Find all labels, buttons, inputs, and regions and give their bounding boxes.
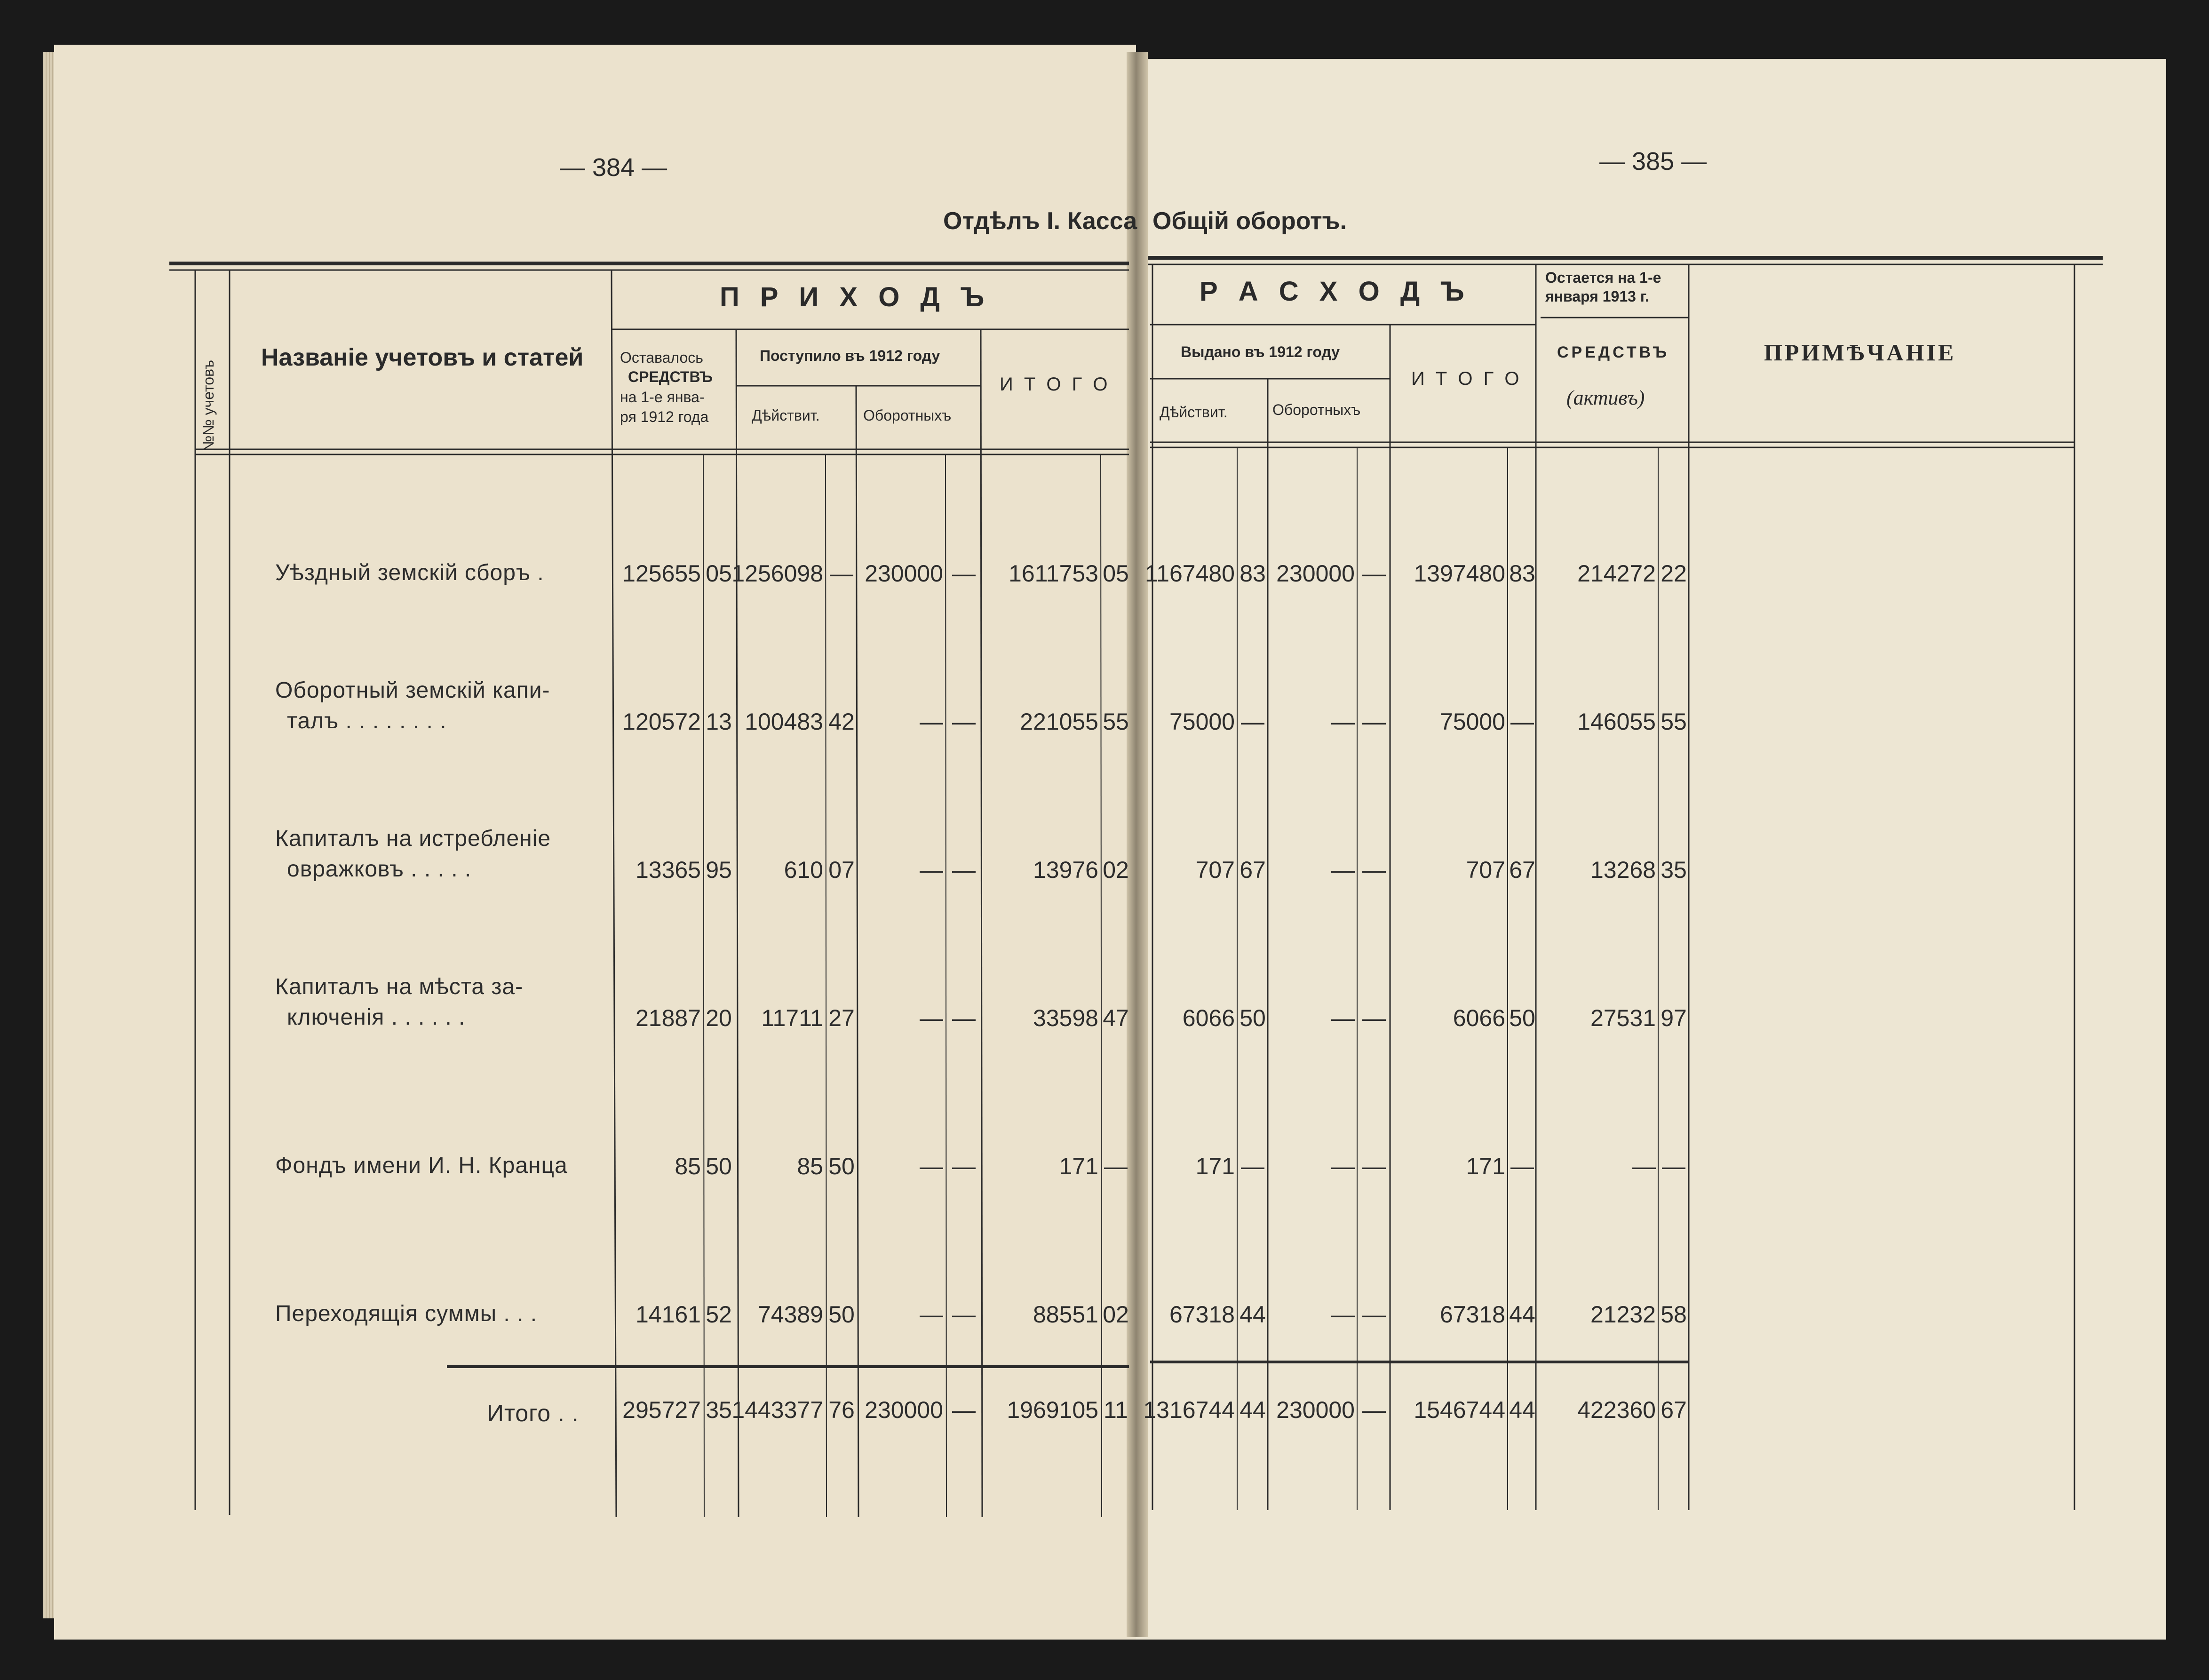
total-cell-ri-kopecks: 44 bbox=[1509, 1397, 1535, 1423]
header-rashod-deystvit: Дѣйствит. bbox=[1160, 404, 1228, 421]
row-cell-ro-rubles: — bbox=[1331, 1005, 1355, 1031]
row-cell-pi-kopecks: 05 bbox=[1103, 560, 1129, 587]
total-cell-ro-rubles: 230000 bbox=[1276, 1397, 1355, 1423]
header-prikhod: П Р И Х О Д Ъ bbox=[720, 282, 991, 312]
row-cell-rd-rubles: 6066 bbox=[1182, 1005, 1235, 1031]
row-cell-ost-rubles: 13365 bbox=[635, 857, 701, 883]
row-cell-ro-rubles: 230000 bbox=[1276, 560, 1355, 587]
row-cell-os-kopecks: 97 bbox=[1661, 1005, 1687, 1031]
row-cell-pi-rubles: 221055 bbox=[1020, 709, 1098, 735]
row-cell-ri-kopecks: 83 bbox=[1509, 560, 1535, 587]
header-rashod: Р А С Х О Д Ъ bbox=[1200, 276, 1471, 307]
header-prikhod-deystvit: Дѣйствит. bbox=[752, 407, 820, 424]
total-cell-ro-kopecks: — bbox=[1362, 1397, 1386, 1423]
header-ostavalos-1: Оставалось bbox=[620, 349, 703, 366]
row-cell-os-rubles: — bbox=[1632, 1153, 1656, 1179]
row-cell-pd-kopecks: — bbox=[830, 560, 853, 587]
row-cell-pd-kopecks: 50 bbox=[828, 1301, 855, 1328]
row-name-line2: талъ . . . . . . . . bbox=[287, 709, 447, 733]
row-cell-os-rubles: 21232 bbox=[1590, 1301, 1656, 1328]
header-ostavalos-4: ря 1912 года bbox=[620, 408, 709, 425]
row-cell-pi-rubles: 1611753 bbox=[1009, 560, 1098, 587]
row-cell-rd-rubles: 1167480 bbox=[1145, 560, 1235, 587]
row-cell-po-rubles: — bbox=[920, 1153, 943, 1179]
row-cell-ri-rubles: 75000 bbox=[1439, 709, 1505, 735]
row-cell-pd-rubles: 100483 bbox=[745, 709, 823, 735]
row-cell-rd-rubles: 75000 bbox=[1169, 709, 1235, 735]
row-cell-ost-rubles: 120572 bbox=[622, 709, 701, 735]
total-cell-ri-rubles: 1546744 bbox=[1414, 1397, 1505, 1423]
header-rashod-oborotnykh: Оборотныхъ bbox=[1272, 401, 1361, 418]
row-cell-po-rubles: — bbox=[920, 857, 943, 883]
row-cell-ri-rubles: 1397480 bbox=[1414, 560, 1505, 587]
page-number-right: — 385 — bbox=[1599, 147, 1707, 175]
row-cell-ri-kopecks: — bbox=[1510, 1153, 1534, 1179]
row-cell-ro-rubles: — bbox=[1331, 709, 1355, 735]
header-primechanie: ПРИМѢЧАНІЕ bbox=[1764, 339, 1956, 366]
row-cell-ro-kopecks: — bbox=[1362, 1005, 1386, 1031]
row-cell-os-rubles: 13268 bbox=[1590, 857, 1656, 883]
total-cell-pd-rubles: 1443377 bbox=[731, 1397, 823, 1423]
row-cell-pi-rubles: 33598 bbox=[1033, 1005, 1098, 1031]
row-cell-ro-rubles: — bbox=[1331, 1301, 1355, 1328]
row-cell-os-kopecks: 58 bbox=[1661, 1301, 1687, 1328]
row-cell-rd-rubles: 171 bbox=[1195, 1153, 1235, 1179]
row-cell-pd-kopecks: 27 bbox=[828, 1005, 855, 1031]
row-cell-pi-rubles: 88551 bbox=[1033, 1301, 1098, 1328]
row-name-line2: ключенія . . . . . . bbox=[287, 1005, 466, 1030]
header-vydano: Выдано въ 1912 году bbox=[1181, 343, 1340, 360]
header-name-col: Названіе учетовъ и статей bbox=[261, 344, 584, 371]
total-cell-rd-kopecks: 44 bbox=[1240, 1397, 1266, 1423]
row-cell-os-kopecks: 55 bbox=[1661, 709, 1687, 735]
totals-label: Итого . . bbox=[487, 1400, 579, 1426]
row-cell-rd-kopecks: 67 bbox=[1240, 857, 1266, 883]
row-cell-po-kopecks: — bbox=[952, 1005, 976, 1031]
row-cell-rd-kopecks: 44 bbox=[1240, 1301, 1266, 1328]
row-cell-ost-kopecks: 95 bbox=[706, 857, 732, 883]
row-cell-ost-kopecks: 20 bbox=[706, 1005, 732, 1031]
row-cell-pi-kopecks: 02 bbox=[1103, 857, 1129, 883]
row-cell-ost-rubles: 85 bbox=[675, 1153, 701, 1179]
row-cell-pd-kopecks: 07 bbox=[828, 857, 855, 883]
row-cell-os-rubles: 27531 bbox=[1590, 1005, 1656, 1031]
row-cell-po-rubles: — bbox=[920, 1301, 943, 1328]
header-rashod-itogo: И Т О Г О bbox=[1411, 368, 1522, 389]
row-name-line1: Переходящія суммы . . . bbox=[275, 1301, 538, 1326]
row-cell-os-kopecks: 22 bbox=[1661, 560, 1687, 587]
total-cell-ost-kopecks: 35 bbox=[706, 1397, 732, 1423]
header-ostavalos-2: СРЕДСТВЪ bbox=[628, 368, 713, 385]
row-cell-ri-rubles: 67318 bbox=[1439, 1301, 1505, 1328]
header-remain-sredstva: СРЕДСТВЪ bbox=[1557, 343, 1670, 361]
row-cell-ro-kopecks: — bbox=[1362, 560, 1386, 587]
row-cell-po-kopecks: — bbox=[952, 857, 976, 883]
total-cell-pi-kopecks: 11 bbox=[1104, 1397, 1128, 1423]
row-cell-ro-rubles: — bbox=[1331, 857, 1355, 883]
row-cell-rd-rubles: 67318 bbox=[1169, 1301, 1235, 1328]
total-cell-rd-rubles: 1316744 bbox=[1143, 1397, 1235, 1423]
row-cell-ri-kopecks: 44 bbox=[1509, 1301, 1535, 1328]
row-cell-rd-rubles: 707 bbox=[1195, 857, 1235, 883]
total-cell-ost-rubles: 295727 bbox=[622, 1397, 701, 1423]
row-cell-ri-rubles: 171 bbox=[1466, 1153, 1505, 1179]
row-cell-ro-kopecks: — bbox=[1362, 857, 1386, 883]
row-cell-pi-rubles: 13976 bbox=[1033, 857, 1098, 883]
row-cell-po-rubles: — bbox=[920, 1005, 943, 1031]
row-cell-ro-kopecks: — bbox=[1362, 709, 1386, 735]
row-name-line1: Уѣздный земскій сборъ . bbox=[275, 560, 544, 585]
row-cell-os-kopecks: 35 bbox=[1661, 857, 1687, 883]
row-name-line1: Фондъ имени И. Н. Кранца bbox=[275, 1153, 568, 1178]
header-remain-top: Остается на 1-е января 1913 г. bbox=[1545, 269, 1661, 305]
row-cell-pd-rubles: 1256098 bbox=[731, 560, 823, 587]
row-cell-os-kopecks: — bbox=[1662, 1153, 1685, 1179]
row-cell-rd-kopecks: 83 bbox=[1240, 560, 1266, 587]
row-cell-ri-rubles: 6066 bbox=[1453, 1005, 1505, 1031]
row-cell-ost-rubles: 14161 bbox=[635, 1301, 701, 1328]
row-cell-pi-rubles: 171 bbox=[1059, 1153, 1098, 1179]
row-cell-pi-kopecks: 47 bbox=[1103, 1005, 1129, 1031]
total-cell-po-kopecks: — bbox=[952, 1397, 976, 1423]
row-cell-ost-rubles: 21887 bbox=[635, 1005, 701, 1031]
row-name-line2: овражковъ . . . . . bbox=[287, 857, 472, 882]
row-cell-po-kopecks: — bbox=[952, 560, 976, 587]
section-title-right: Общій оборотъ. bbox=[1152, 207, 1347, 235]
row-cell-pd-kopecks: 42 bbox=[828, 709, 855, 735]
row-cell-po-kopecks: — bbox=[952, 709, 976, 735]
row-name-line1: Капиталъ на мѣста за- bbox=[275, 974, 524, 999]
row-cell-rd-kopecks: 50 bbox=[1240, 1005, 1266, 1031]
row-cell-ost-rubles: 125655 bbox=[622, 560, 701, 587]
total-cell-os-kopecks: 67 bbox=[1661, 1397, 1687, 1423]
total-cell-pd-kopecks: 76 bbox=[828, 1397, 855, 1423]
row-cell-pd-rubles: 11711 bbox=[761, 1005, 823, 1031]
row-cell-po-rubles: — bbox=[920, 709, 943, 735]
row-cell-ost-kopecks: 13 bbox=[706, 709, 732, 735]
row-cell-rd-kopecks: — bbox=[1241, 709, 1264, 735]
row-cell-pd-rubles: 610 bbox=[784, 857, 823, 883]
row-cell-os-rubles: 146055 bbox=[1577, 709, 1656, 735]
row-cell-ri-kopecks: 50 bbox=[1509, 1005, 1535, 1031]
page-number-left: — 384 — bbox=[560, 153, 667, 182]
row-cell-pd-rubles: 74389 bbox=[757, 1301, 823, 1328]
row-cell-pi-kopecks: 02 bbox=[1103, 1301, 1129, 1328]
row-cell-pi-kopecks: — bbox=[1104, 1153, 1128, 1179]
header-ostavalos-3: на 1-е янва- bbox=[620, 389, 705, 406]
row-cell-ro-rubles: — bbox=[1331, 1153, 1355, 1179]
row-cell-ro-kopecks: — bbox=[1362, 1301, 1386, 1328]
section-title-left: Отдѣлъ I. Касса bbox=[943, 207, 1137, 235]
row-cell-ro-kopecks: — bbox=[1362, 1153, 1386, 1179]
row-cell-po-rubles: 230000 bbox=[865, 560, 943, 587]
row-cell-po-kopecks: — bbox=[952, 1301, 976, 1328]
row-cell-ri-rubles: 707 bbox=[1466, 857, 1505, 883]
header-prikhod-itogo: И Т О Г О bbox=[1000, 374, 1111, 395]
row-cell-ost-kopecks: 05 bbox=[706, 560, 732, 587]
row-name-line1: Оборотный земскій капи- bbox=[275, 678, 550, 703]
header-remain-aktiv: (активъ) bbox=[1566, 386, 1645, 409]
row-cell-pd-rubles: 85 bbox=[797, 1153, 823, 1179]
row-cell-rd-kopecks: — bbox=[1241, 1153, 1264, 1179]
total-cell-po-rubles: 230000 bbox=[865, 1397, 943, 1423]
total-cell-os-rubles: 422360 bbox=[1577, 1397, 1656, 1423]
row-cell-ost-kopecks: 50 bbox=[706, 1153, 732, 1179]
row-cell-os-rubles: 214272 bbox=[1577, 560, 1656, 587]
row-cell-pd-kopecks: 50 bbox=[828, 1153, 855, 1179]
row-cell-ri-kopecks: 67 bbox=[1509, 857, 1535, 883]
row-cell-ri-kopecks: — bbox=[1510, 709, 1534, 735]
row-cell-po-kopecks: — bbox=[952, 1153, 976, 1179]
header-postupilo: Поступило въ 1912 году bbox=[760, 347, 940, 364]
header-prikhod-oborotnykh: Оборотныхъ bbox=[863, 407, 952, 424]
header-num-col: №№ учетовъ bbox=[200, 360, 217, 452]
total-cell-pi-rubles: 1969105 bbox=[1007, 1397, 1098, 1423]
row-name-line1: Капиталъ на истребленіе bbox=[275, 826, 551, 851]
row-cell-ost-kopecks: 52 bbox=[706, 1301, 732, 1328]
row-cell-pi-kopecks: 55 bbox=[1103, 709, 1129, 735]
